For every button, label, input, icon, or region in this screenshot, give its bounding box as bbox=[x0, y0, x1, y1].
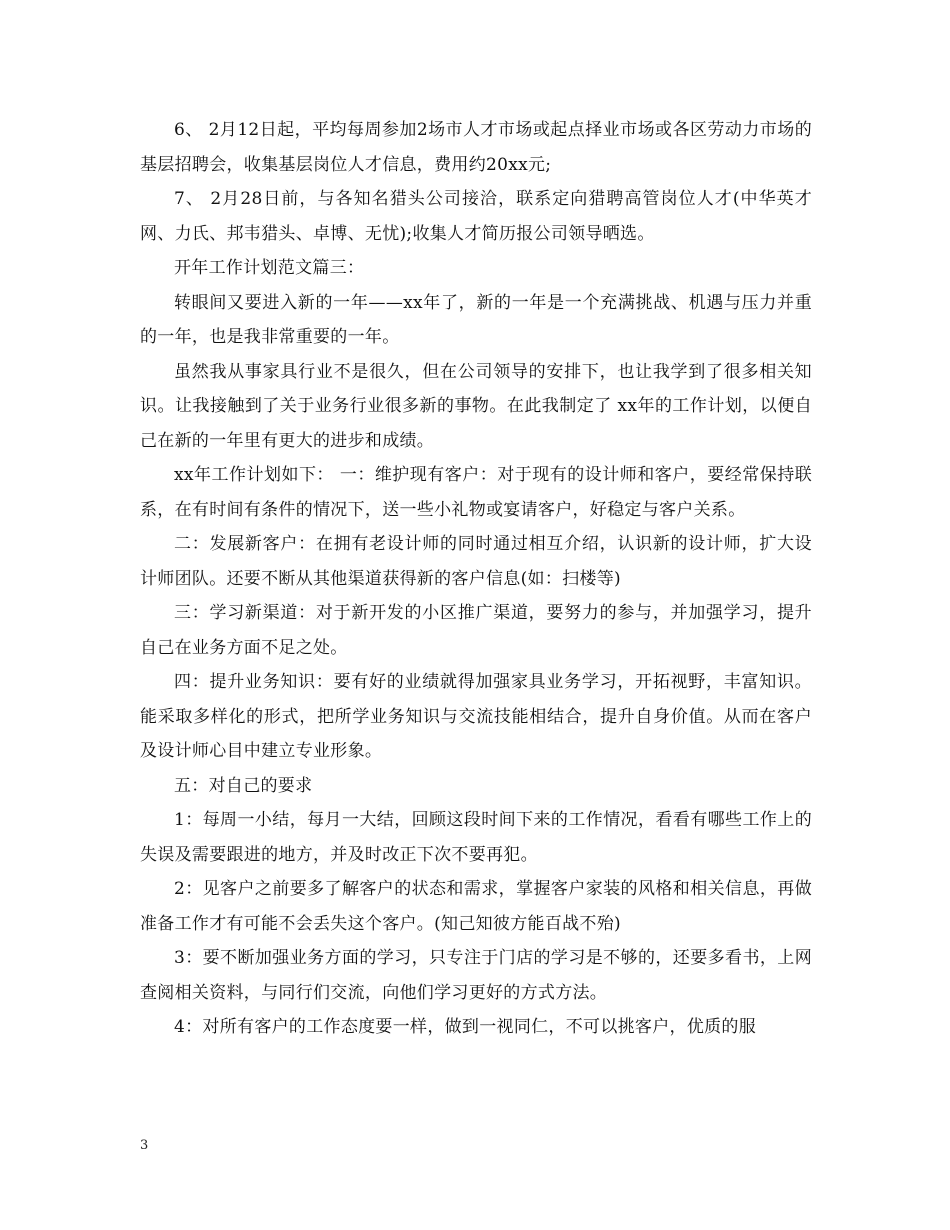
paragraph-requirement-2: 2：见客户之前要多了解客户的状态和需求，掌握客户家装的风格和相关信息，再做准备工作才有可能不会丢失这个客户。(知己知彼方能百战不殆) bbox=[140, 879, 812, 934]
paragraph-plan-one: xx年工作计划如下： 一：维护现有客户：对于现有的设计师和客户，要经常保持联系，在有时间有条件的情况下，送一些小礼物或宴请客户，好稳定与客户关系。 bbox=[140, 465, 812, 520]
page-number: 3 bbox=[140, 1138, 149, 1153]
paragraph-requirement-1: 1：每周一小结，每月一大结，回顾这段时间下来的工作情况，看看有哪些工作上的失误及需要跟进的地方，并及时改正下次不要再犯。 bbox=[140, 810, 812, 865]
paragraph-plan-four: 四：提升业务知识：要有好的业绩就得加强家具业务学习，开拓视野，丰富知识。能采取多样化的形式，把所学业务知识与交流技能相结合，提升自身价值。从而在客户及设计师心目中建立专业形象。 bbox=[140, 672, 812, 761]
paragraph-requirement-3: 3：要不断加强业务方面的学习，只专注于门店的学习是不够的，还要多看书，上网查阅相关资料，与同行们交流，向他们学习更好的方式方法。 bbox=[140, 948, 812, 1003]
paragraph-item-6: 6、 2月12日起，平均每周参加2场市人才市场或起点择业市场或各区劳动力市场的基层招聘会，收集基层岗位人才信息，费用约20xx元; bbox=[140, 120, 812, 175]
paragraph-requirement-4: 4：对所有客户的工作态度要一样，做到一视同仁，不可以挑客户，优质的服 bbox=[174, 1017, 757, 1037]
document-body bbox=[140, 113, 812, 1045]
paragraph-background: 虽然我从事家具行业不是很久，但在公司领导的安排下，也让我学到了很多相关知识。让我接触到了关于业务行业很多新的事物。在此我制定了 xx年的工作计划，以便自己在新的一年里有更大的进步和成绩。 bbox=[140, 361, 812, 451]
section-heading: 开年工作计划范文篇三： bbox=[174, 258, 365, 278]
paragraph-item-7: 7、 2月28日前，与各知名猎头公司接洽，联系定向猎聘高管岗位人才(中华英才网、力氏、邦韦猎头、卓博、无忧);收集人才简历报公司领导晒选。 bbox=[140, 189, 812, 244]
paragraph-intro: 转眼间又要进入新的一年——xx年了，新的一年是一个充满挑战、机遇与压力并重的一年，也是我非常重要的一年。 bbox=[140, 292, 812, 347]
paragraph-plan-two: 二：发展新客户：在拥有老设计师的同时通过相互介绍，认识新的设计师，扩大设计师团队。还要不断从其他渠道获得新的客户信息(如：扫楼等) bbox=[140, 534, 812, 589]
paragraph-plan-three: 三：学习新渠道：对于新开发的小区推广渠道，要努力的参与，并加强学习，提升自己在业务方面不足之处。 bbox=[140, 603, 812, 658]
paragraph-plan-five-heading: 五：对自己的要求 bbox=[174, 775, 313, 796]
